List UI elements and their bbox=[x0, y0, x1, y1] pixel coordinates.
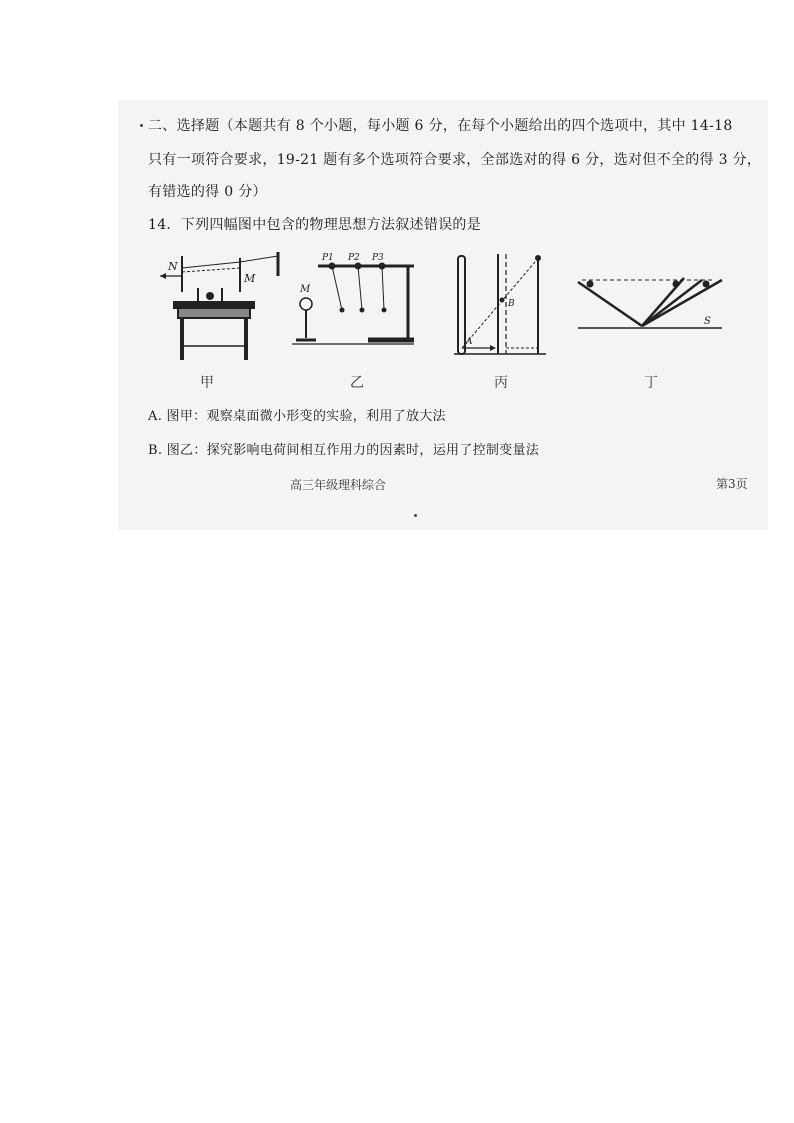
section-heading-line-1: 二、选择题（本题共有 8 个小题，每小题 6 分，在每个小题给出的四个选项中，其中 14-18 bbox=[148, 118, 733, 134]
figure-bing-label-a: A bbox=[466, 337, 473, 347]
option-a: A. 图甲：观察桌面微小形变的实验，利用了放大法 bbox=[148, 409, 446, 424]
section-heading-line-3: 有错选的得 0 分） bbox=[148, 184, 267, 200]
figure-ding-drawing bbox=[572, 248, 732, 366]
figure-ding-caption: 丁 bbox=[644, 375, 658, 391]
figure-bing bbox=[450, 248, 550, 366]
question-figures bbox=[150, 248, 740, 396]
section-heading-line-2: 只有一项符合要求，19-21 题有多个选项符合要求，全部选对的得 6 分，选对但不全的得 3 分， bbox=[148, 152, 762, 168]
figure-jia bbox=[158, 248, 286, 366]
figure-bing-label-b: B bbox=[508, 299, 515, 309]
question-stem: 14．下列四幅图中包含的物理思想方法叙述错误的是 bbox=[148, 217, 482, 233]
figure-bing-caption: 丙 bbox=[494, 375, 508, 391]
scan-speck bbox=[414, 514, 417, 517]
figure-jia-label-n: N bbox=[168, 260, 178, 273]
figure-yi bbox=[288, 248, 416, 366]
footer-page-number: 第3页 bbox=[716, 477, 748, 491]
footer-subject: 高三年级理科综合 bbox=[290, 478, 387, 492]
figure-yi-label-p1: P1 bbox=[322, 253, 334, 263]
figure-yi-label-p2: P2 bbox=[348, 253, 360, 263]
figure-yi-drawing bbox=[288, 248, 416, 366]
figure-yi-label-p3: P3 bbox=[372, 253, 384, 263]
figure-ding bbox=[572, 248, 732, 366]
scan-speck bbox=[140, 124, 143, 127]
option-b: B. 图乙：探究影响电荷间相互作用力的因素时，运用了控制变量法 bbox=[148, 443, 540, 458]
figure-jia-drawing bbox=[158, 248, 286, 366]
figure-jia-caption: 甲 bbox=[200, 375, 214, 391]
figure-yi-caption: 乙 bbox=[350, 375, 364, 391]
figure-bing-drawing bbox=[450, 248, 550, 366]
figure-jia-label-m: M bbox=[244, 272, 256, 285]
figure-ding-label-s: S bbox=[704, 316, 711, 327]
figure-yi-label-m: M bbox=[300, 284, 311, 295]
